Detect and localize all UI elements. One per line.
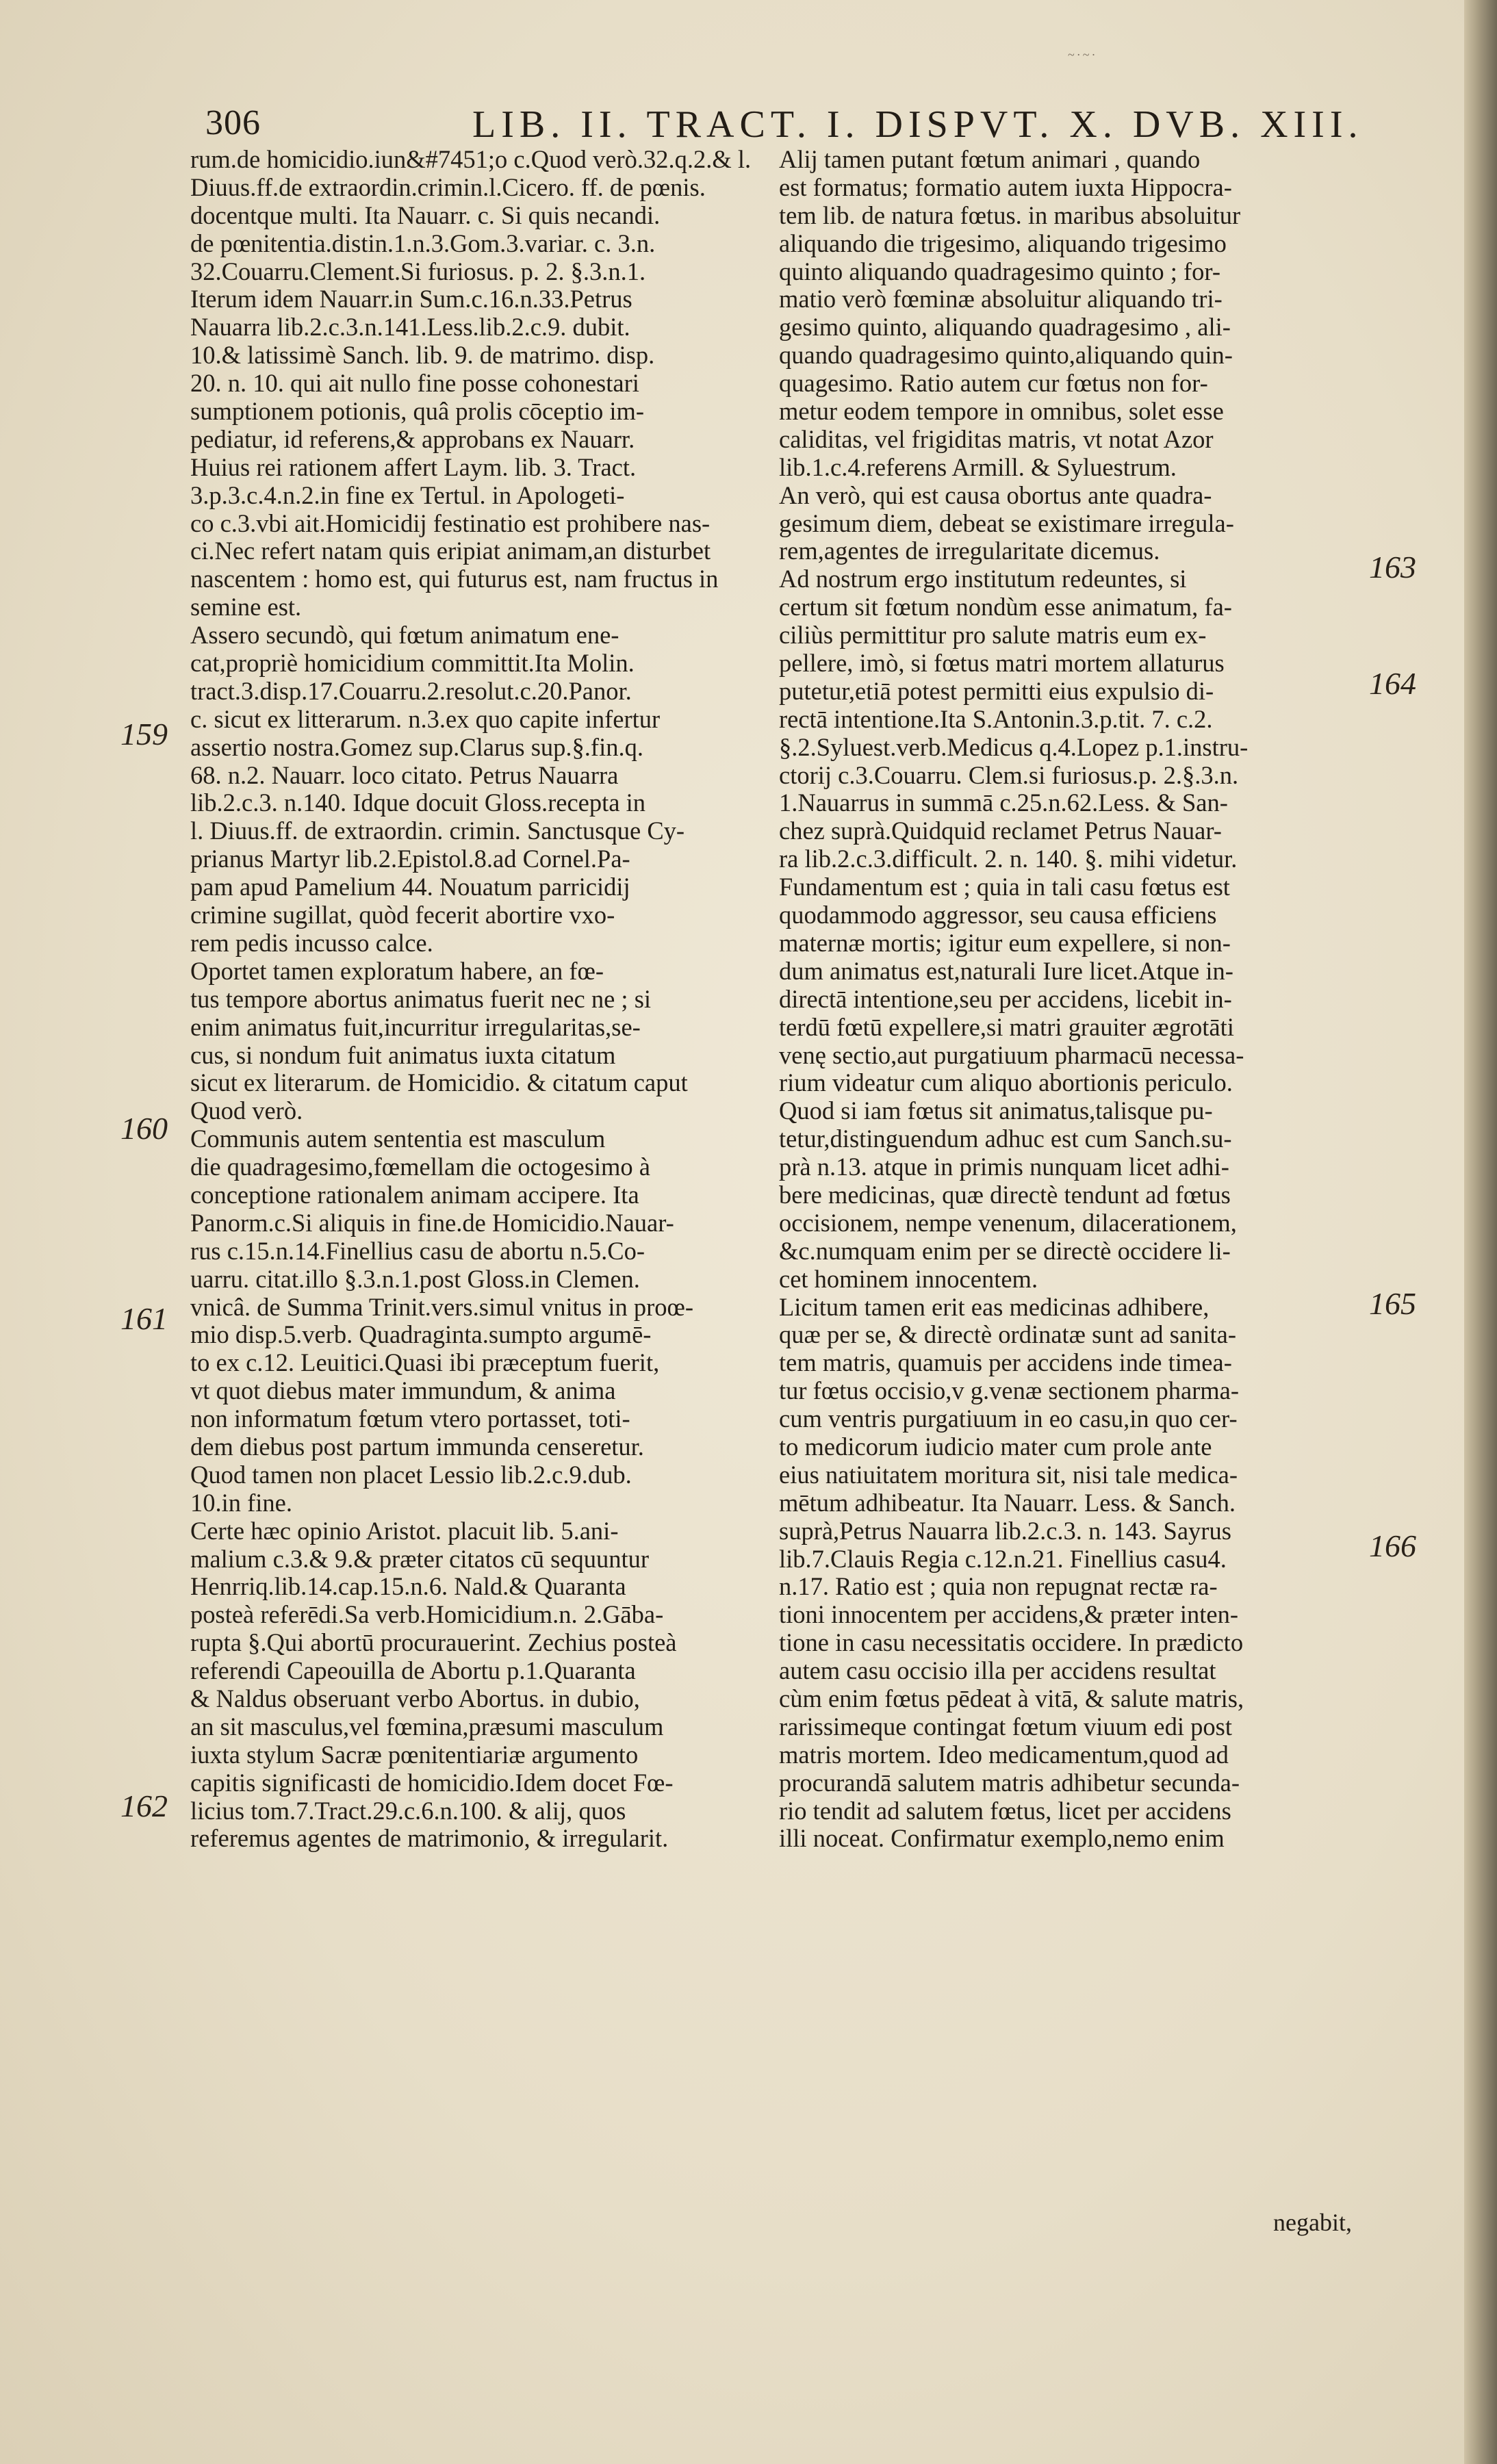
running-title: LIB. II. TRACT. I. DISPVT. X. DVB. XIII. — [472, 103, 1364, 146]
left-column-line: c. sicut ex litterarum. n.3.ex quo capite infertur — [190, 705, 661, 733]
right-column-line: suprà,Petrus Nauarra lib.2.c.3. n. 143. Sayrus — [779, 1517, 1231, 1545]
right-column-line: bere medicinas, quæ directè tendunt ad fœtus — [779, 1181, 1231, 1209]
left-column-line: die quadragesimo,fœmellam die octogesimo à — [190, 1153, 651, 1181]
right-column-line: pellere, imò, si fœtus matri mortem allaturus — [779, 650, 1225, 678]
left-column-line: Certe hæc opinio Aristot. placuit lib. 5.ani- — [190, 1517, 619, 1545]
right-column-line: tione in casu necessitatis occidere. In prædicto — [779, 1629, 1244, 1657]
page-edge — [1464, 0, 1497, 2464]
right-column-line: aliquando die trigesimo, aliquando trigesimo — [779, 229, 1227, 257]
ink-blot: ~·~· — [1068, 48, 1098, 62]
right-column-line: procurandā salutem matris adhibetur secunda- — [779, 1769, 1240, 1797]
right-column-line: venę sectio,aut purgatiuum pharmacū necessa- — [779, 1041, 1244, 1069]
right-column-line: tem lib. de natura fœtus. in maribus absoluitur — [779, 201, 1241, 229]
right-column-line: matio verò fœminæ absoluitur aliquando tri- — [779, 285, 1223, 313]
right-column-line: to medicorum iudicio mater cum prole ante — [779, 1433, 1212, 1461]
left-column-line: to ex c.12. Leuitici.Quasi ibi præceptum fuerit, — [190, 1349, 660, 1377]
left-column-line: malium c.3.& 9.& præter citatos cū sequuntur — [190, 1545, 650, 1573]
left-column-line: enim animatus fuit,incurritur irregularitas,se- — [190, 1013, 641, 1041]
left-column-line: Communis autem sententia est masculum — [190, 1125, 606, 1153]
right-column-line: gesimum diem, debeat se existimare irregula- — [779, 509, 1234, 537]
right-column-line: eius natiuitatem moritura sit, nisi tale medica- — [779, 1461, 1238, 1489]
left-column-line: sicut ex literarum. de Homicidio. & citatum caput — [190, 1069, 688, 1097]
right-column-line: mētum adhibeatur. Ita Nauarr. Less. & Sanch. — [779, 1489, 1236, 1517]
right-column-line: tem matris, quamuis per accidens inde timea- — [779, 1349, 1232, 1377]
right-column-line: occisionem, nempe venenum, dilacerationem, — [779, 1209, 1237, 1237]
right-column-line: lib.7.Clauis Regia c.12.n.21. Finellius casu4. — [779, 1545, 1227, 1573]
left-column-line: licius tom.7.Tract.29.c.6.n.100. & alij, quos — [190, 1797, 626, 1825]
left-column-line: referemus agentes de matrimonio, & irregularit. — [190, 1825, 669, 1853]
left-column-line: assertio nostra.Gomez sup.Clarus sup.§.fin.q. — [190, 733, 643, 761]
left-column-line: conceptione rationalem animam accipere. Ita — [190, 1181, 639, 1209]
right-column-line: dum animatus est,naturali Iure licet.Atque in- — [779, 957, 1233, 985]
right-column-line: Licitum tamen erit eas medicinas adhibere, — [779, 1293, 1210, 1321]
running-header — [205, 103, 1364, 151]
left-column-line: rem pedis incusso calce. — [190, 929, 433, 957]
left-column — [190, 146, 769, 2336]
left-column-line: Panorm.c.Si aliquis in fine.de Homicidio.Nauar- — [190, 1209, 674, 1237]
margin-number-161: 161 — [120, 1301, 168, 1336]
left-column-line: 3.p.3.c.4.n.2.in fine ex Tertul. in Apologeti- — [190, 481, 625, 509]
left-column-line: cus, si nondum fuit animatus iuxta citatum — [190, 1041, 616, 1069]
right-column-line: tioni innocentem per accidens,& præter inten- — [779, 1601, 1238, 1629]
left-column-line: Assero secundò, qui fœtum animatum ene- — [190, 621, 619, 650]
right-column-line: directā intentione,seu per accidens, licebit in- — [779, 985, 1232, 1013]
left-column-line: co c.3.vbi ait.Homicidij festinatio est prohibere nas- — [190, 509, 711, 537]
left-column-line: mio disp.5.verb. Quadraginta.sumpto argumē- — [190, 1321, 652, 1349]
left-column-line: rus c.15.n.14.Finellius casu de abortu n.5.Co- — [190, 1237, 645, 1265]
right-column-line: prà n.13. atque in primis nunquam licet adhi- — [779, 1153, 1229, 1181]
left-column-line: rum.de homicidio.iun&#7451;o c.Quod verò.32.q.2.& l. — [190, 146, 752, 173]
catchword: negabit, — [1273, 2209, 1352, 2236]
left-column-line: Nauarra lib.2.c.3.n.141.Less.lib.2.c.9. dubit. — [190, 313, 630, 342]
left-column-line: non informatum fœtum vtero portasset, toti- — [190, 1405, 630, 1433]
left-column-line: lib.2.c.3. n.140. Idque docuit Gloss.recepta in — [190, 789, 645, 817]
left-column-line: crimine sugillat, quòd fecerit abortire vxo- — [190, 901, 615, 929]
left-column-line: Quod verò. — [190, 1097, 303, 1125]
right-column-line: rarissimeque contingat fœtum viuum edi post — [779, 1712, 1232, 1741]
left-column-line: dem diebus post partum immunda censeretur. — [190, 1433, 644, 1461]
right-column-line: rio tendit ad salutem fœtus, licet per accidens — [779, 1797, 1231, 1825]
left-column-line: uarru. citat.illo §.3.n.1.post Gloss.in Clemen. — [190, 1265, 640, 1293]
left-column-line: posteà referēdi.Sa verb.Homicidium.n. 2.Gāba- — [190, 1601, 664, 1629]
left-column-line: pam apud Pamelium 44. Nouatum parricidij — [190, 873, 630, 901]
left-column-line: 10.& latissimè Sanch. lib. 9. de matrimo. disp. — [190, 342, 655, 370]
right-column-line: ra lib.2.c.3.difficult. 2. n. 140. §. mihi videtur. — [779, 845, 1238, 873]
right-column-line: cet hominem innocentem. — [779, 1265, 1038, 1293]
right-column-line: matris mortem. Ideo medicamentum,quod ad — [779, 1741, 1229, 1769]
right-column-line: est formatus; formatio autem iuxta Hippocra- — [779, 173, 1232, 201]
left-column-line: 20. n. 10. qui ait nullo fine posse cohonestari — [190, 370, 639, 398]
right-column-line: quæ per se, & directè ordinatæ sunt ad sanita- — [779, 1321, 1236, 1349]
left-column-line: tract.3.disp.17.Couarru.2.resolut.c.20.Panor. — [190, 677, 632, 705]
margin-number-160: 160 — [120, 1111, 168, 1146]
left-column-line: 68. n.2. Nauarr. loco citato. Petrus Nauarra — [190, 761, 619, 789]
right-column-line: n.17. Ratio est ; quia non repugnat rectæ ra- — [779, 1573, 1218, 1601]
right-column-line: An verò, qui est causa obortus ante quadra- — [779, 481, 1212, 509]
left-column-line: de pœnitentia.distin.1.n.3.Gom.3.variar. c. 3.n. — [190, 229, 656, 257]
margin-number-159: 159 — [120, 717, 168, 752]
left-column-line: Quod tamen non placet Lessio lib.2.c.9.dub. — [190, 1461, 632, 1489]
margin-number-165: 165 — [1369, 1286, 1416, 1321]
right-column-line: Ad nostrum ergo institutum redeuntes, si — [779, 565, 1187, 593]
right-column-line: autem casu occisio illa per accidens resultat — [779, 1657, 1216, 1685]
left-column-line: referendi Capeouilla de Abortu p.1.Quaranta — [190, 1657, 636, 1685]
right-column-line: ctorij c.3.Couarru. Clem.si furiosus.p. 2.§.3.n. — [779, 761, 1239, 789]
right-column-line: tur fœtus occisio,v g.venæ sectionem pharma- — [779, 1377, 1240, 1405]
left-column-line: Oportet tamen exploratum habere, an fœ- — [190, 957, 604, 985]
left-column-line: Diuus.ff.de extraordin.crimin.l.Cicero. ff. de pœnis. — [190, 173, 706, 201]
margin-number-164: 164 — [1369, 666, 1416, 701]
left-column-line: Henrriq.lib.14.cap.15.n.6. Nald.& Quaranta — [190, 1573, 626, 1601]
left-column-line: tus tempore abortus animatus fuerit nec ne ; si — [190, 985, 652, 1013]
right-column — [779, 146, 1358, 2336]
right-column-line: terdū fœtū expellere,si matri grauiter ægrotāti — [779, 1013, 1234, 1041]
left-column-line: l. Diuus.ff. de extraordin. crimin. Sanctusque Cy- — [190, 817, 685, 845]
right-column-line: chez suprà.Quidquid reclamet Petrus Nauar- — [779, 817, 1222, 845]
right-column-line: caliditas, vel frigiditas matris, vt notat Azor — [779, 425, 1214, 453]
right-column-line: quagesimo. Ratio autem cur fœtus non for- — [779, 370, 1208, 398]
left-column-line: prianus Martyr lib.2.Epistol.8.ad Cornel.Pa- — [190, 845, 630, 873]
left-column-line: rupta §.Qui abortū procurauerint. Zechius posteà — [190, 1629, 677, 1657]
right-column-line: certum sit fœtum nondùm esse animatum, fa- — [779, 593, 1232, 621]
right-column-line: Fundamentum est ; quia in tali casu fœtus est — [779, 873, 1230, 901]
left-column-line: ci.Nec refert natam quis eripiat animam,an disturbet — [190, 537, 711, 565]
right-column-line: ciliùs permittitur pro salute matris eum ex- — [779, 621, 1207, 650]
left-column-line: sumptionem potionis, quâ prolis cōceptio im- — [190, 398, 645, 426]
right-column-line: rectā intentione.Ita S.Antonin.3.p.tit. 7. c.2. — [779, 705, 1213, 733]
left-column-line: iuxta stylum Sacræ pœnitentiariæ argumento — [190, 1741, 639, 1769]
right-column-line: Alij tamen putant fœtum animari , quando — [779, 146, 1201, 173]
right-column-line: tetur,distinguendum adhuc est cum Sanch.su- — [779, 1125, 1232, 1153]
left-column-line: 32.Couarru.Clement.Si furiosus. p. 2. §.3.n.1. — [190, 257, 646, 285]
left-column-line: pediatur, id referens,& approbans ex Nauarr. — [190, 425, 635, 453]
right-column-line: quando quadragesimo quinto,aliquando quin- — [779, 342, 1233, 370]
right-column-line: lib.1.c.4.referens Armill. & Syluestrum. — [779, 453, 1177, 481]
left-column-line: vnicâ. de Summa Trinit.vers.simul vnitus in proœ- — [190, 1293, 694, 1321]
right-column-line: §.2.Syluest.verb.Medicus q.4.Lopez p.1.instru- — [779, 733, 1249, 761]
right-column-line: cum ventris purgatiuum in eo casu,in quo cer- — [779, 1405, 1238, 1433]
left-column-line: an sit masculus,vel fœmina,præsumi masculum — [190, 1712, 664, 1741]
right-column-line: rium videatur cum aliquo abortionis periculo. — [779, 1069, 1233, 1097]
left-column-line: vt quot diebus mater immundum, & anima — [190, 1377, 616, 1405]
left-column-line: 10.in fine. — [190, 1489, 293, 1517]
left-column-line: capitis significasti de homicidio.Idem docet Fœ- — [190, 1769, 674, 1797]
margin-number-166: 166 — [1369, 1528, 1416, 1563]
right-column-line: &c.numquam enim per se directè occidere li- — [779, 1237, 1231, 1265]
right-column-line: metur eodem tempore in omnibus, solet esse — [779, 398, 1224, 426]
page-number: 306 — [205, 103, 261, 142]
left-column-line: cat,propriè homicidium committit.Ita Molin. — [190, 650, 635, 678]
left-column-line: docentque multi. Ita Nauarr. c. Si quis necandi. — [190, 201, 661, 229]
right-column-line: gesimo quinto, aliquando quadragesimo , ali- — [779, 313, 1231, 342]
margin-number-163: 163 — [1369, 550, 1416, 585]
right-column-line: quodammodo aggressor, seu causa efficiens — [779, 901, 1217, 929]
right-column-line: Quod si iam fœtus sit animatus,talisque pu- — [779, 1097, 1213, 1125]
right-column-line: cùm enim fœtus pēdeat à vitā, & salute matris, — [779, 1684, 1244, 1712]
right-column-line: 1.Nauarrus in summā c.25.n.62.Less. & San- — [779, 789, 1228, 817]
left-column-line: & Naldus obseruant verbo Abortus. in dubio, — [190, 1684, 640, 1712]
right-column-line: putetur,etiā potest permitti eius expulsio di- — [779, 677, 1214, 705]
right-column-line: rem,agentes de irregularitate dicemus. — [779, 537, 1160, 565]
left-column-line: Iterum idem Nauarr.in Sum.c.16.n.33.Petrus — [190, 285, 632, 313]
left-column-line: semine est. — [190, 593, 302, 621]
right-column-line: quinto aliquando quadragesimo quinto ; for- — [779, 257, 1220, 285]
right-column-line: illi noceat. Confirmatur exemplo,nemo enim — [779, 1825, 1225, 1853]
left-column-line: nascentem : homo est, qui futurus est, nam fructus in — [190, 565, 719, 593]
margin-number-162: 162 — [120, 1788, 168, 1823]
right-column-line: maternæ mortis; igitur eum expellere, si non- — [779, 929, 1231, 957]
left-column-line: Huius rei rationem affert Laym. lib. 3. Tract. — [190, 453, 637, 481]
